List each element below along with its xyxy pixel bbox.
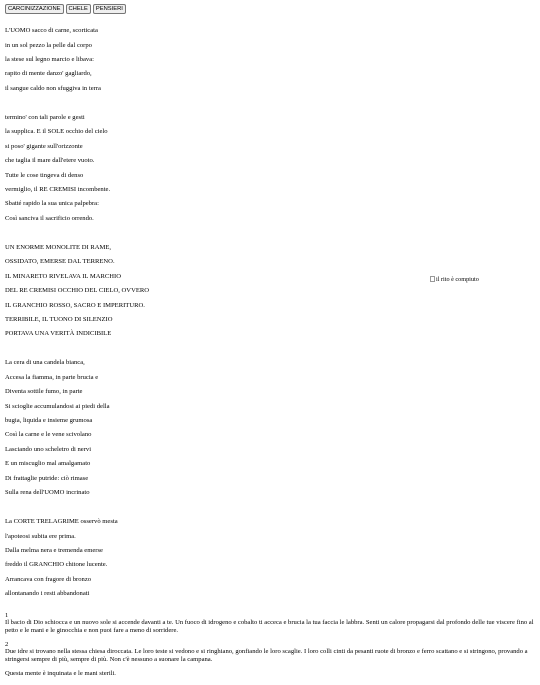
verse-line: vermiglio, il RE CREMISI incombente. <box>5 185 111 193</box>
verse-line: si poso' gigante sull'orizzonte <box>5 142 83 150</box>
verse-line: la stese sul legno marcio e libava: <box>5 56 94 64</box>
verse-line: bugia, liquida e insieme grumosa <box>5 417 93 425</box>
verse-line: Diventa sottile fumo, in parte <box>5 388 83 396</box>
verse-line: Lasciando uno scheletro di nervi <box>5 445 92 453</box>
broken-image <box>430 276 479 283</box>
verse-line: Accesa la fiamma, in parte brucia e <box>5 373 99 381</box>
stanza-3 <box>5 237 535 345</box>
image-alt-text: il rito è compiuto <box>436 276 479 283</box>
pensieri-button[interactable]: PENSIERI <box>93 4 126 14</box>
verse-line: E un miscuglio mal amalgamato <box>5 460 91 468</box>
poem-content <box>5 20 535 685</box>
verse-line: OSSIDATO, EMERSE DAL TERRENO. <box>5 258 115 266</box>
section-2 <box>5 641 535 663</box>
verse-line: allontanando i resti abbandonati <box>5 590 90 598</box>
stanza-5 <box>5 511 535 605</box>
verse-line: DEL RE CREMISI OCCHIO DEL CIELO, OVVERO <box>5 287 150 295</box>
verse-line: il sangue caldo non sfuggiva in terra <box>5 84 101 92</box>
verse-line: in un sol pezzo la pelle dal corpo <box>5 41 92 49</box>
verse-line: che taglia il mare dall'etere vuoto. <box>5 157 95 165</box>
verse-line: La cera di una candela bianca, <box>5 359 85 367</box>
section-number: 2 <box>5 641 9 649</box>
verse-line: Tutte le cose tingeva di denso <box>5 171 84 179</box>
verse-line: Si scioglie accumulandosi ai piedi della <box>5 402 110 410</box>
closing-line: Questa mente è inquinata e le mani sterili. <box>5 670 116 678</box>
verse-line: Di frattaglie putride: ciò rimase <box>5 474 89 482</box>
verse-line: termino' con tali parole e gesti <box>5 113 85 121</box>
verse-line: Dalla melma nera e tremenda emerse <box>5 547 103 555</box>
verse-line: Sulla rena dell'UOMO incrinato <box>5 489 90 497</box>
verse-line: rapito di mente danzo' gagliardo, <box>5 70 92 78</box>
verse-line: L'UOMO sacco di carne, scorticata <box>5 27 98 35</box>
verse-line: Arrancava con fragore di bronzo <box>5 575 92 583</box>
stanza-1 <box>5 20 535 99</box>
section-number: 1 <box>5 612 9 620</box>
section-text: Due idre si trovano nella stessa chiesa diroccata. Le loro teste si vedono e si ringhiano, gonfiando le loro scaglie. I loro colli cinti da pesanti ruote di bronzo e ferro scattano e si stringono, provando a stringersi sempre di più, sempre di più. Non c'è nessuno a suonare la campana. <box>5 648 528 663</box>
verse-line: La CORTE TRELAGRIME osservò mesta <box>5 518 118 526</box>
verse-line: TERRIBILE, IL TUONO DI SILENZIO <box>5 315 113 323</box>
verse-line: Così la carne e le vene scivolano <box>5 431 92 439</box>
verse-line: UN ENORME MONOLITE DI RAME, <box>5 243 112 251</box>
stanza-4 <box>5 352 535 503</box>
broken-image-icon <box>430 276 435 282</box>
verse-line: Così sanciva il sacrificio orrendo. <box>5 214 94 222</box>
verse-line: la supplica. E il SOLE occhio del cielo <box>5 128 108 136</box>
section-text: Il bacio di Dio schiocca e un nuovo sole si accende davanti a te. Un fuoco di idrogeno e cobalto ti acceca e brucia la tua faccia le labbra. Senti un calore propagarsi dal profondo delle tue viscere fino al petto e le mani e le ginocchia e non puoi fare a meno di sorridere. <box>5 619 534 634</box>
toolbar <box>5 4 126 14</box>
verse-line: freddo il GRANCHIO chitone lucente. <box>5 561 108 569</box>
carcinizzazione-button[interactable]: CARCINIZZAZIONE <box>5 4 64 14</box>
verse-line: PORTAVA UNA VERITÀ INDICIBILE <box>5 330 112 338</box>
verse-line: l'apoteosi subita ere prima. <box>5 532 76 540</box>
section-1 <box>5 612 535 634</box>
stanza-2 <box>5 107 535 229</box>
chele-button[interactable]: CHELE <box>66 4 91 14</box>
verse-line: IL GRANCHIO ROSSO, SACRO E IMPERITURO. <box>5 301 145 309</box>
verse-line: Sbatté rapido la sua unica palpebra: <box>5 200 99 208</box>
verse-line: IL MINARETO RIVELAVA IL MARCHIO <box>5 272 121 280</box>
